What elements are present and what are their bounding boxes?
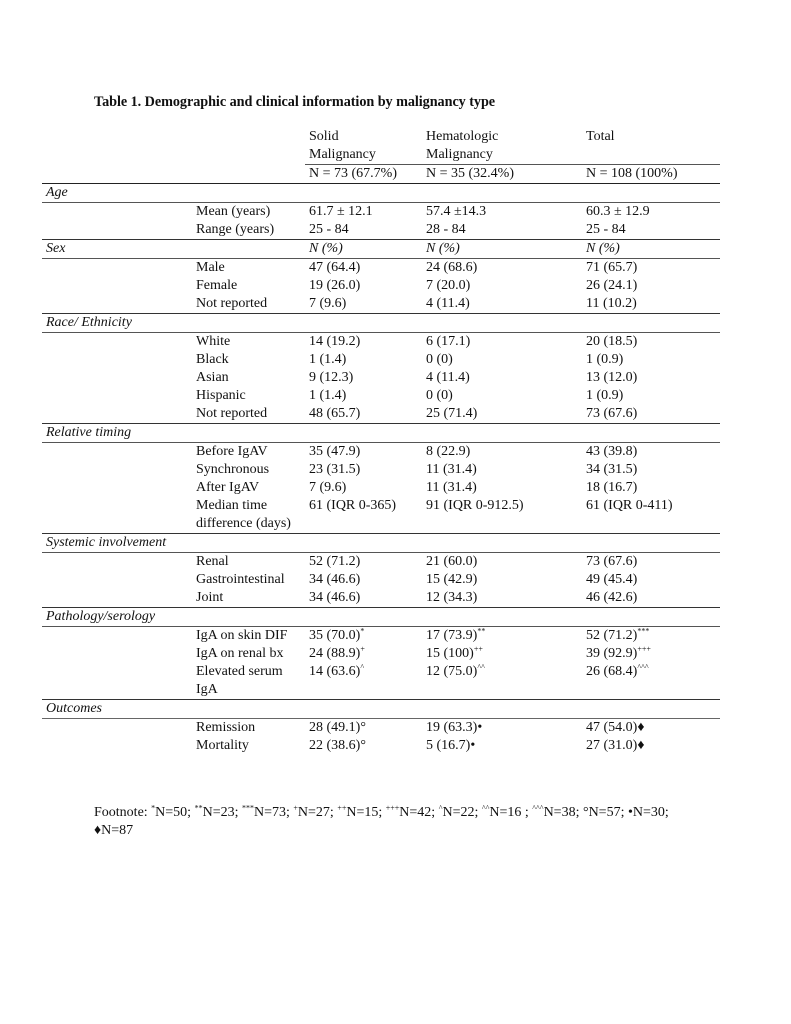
footnote-item: °N=57; <box>582 805 628 820</box>
section-label-timing: Relative timing <box>42 424 720 443</box>
table-row: Renal 52 (71.2) 21 (60.0) 73 (67.6) <box>196 554 638 569</box>
footnote-item: +N=27; <box>293 803 338 820</box>
footnote-item: ^N=22; <box>438 803 482 820</box>
section-label-race: Race/ Ethnicity <box>42 314 720 333</box>
table-row: IgA on skin DIF 35 (70.0)* 17 (73.9)** 52 (71.2)*** <box>196 626 650 643</box>
footnote-item: ♦N=87 <box>94 823 134 838</box>
section-row-race <box>42 314 720 333</box>
footnote-item: •N=30; <box>627 805 669 820</box>
footnote: Footnote: *N=50; **N=23; ***N=73; +N=27; ++N=15; +++N=42; ^N=22; ^^N=16 ; ^^^N=38; °N=57; •N=30; ♦N=87 <box>94 803 669 838</box>
footnote-items <box>94 805 669 838</box>
table-row: After IgAV 7 (9.6) 11 (31.4) 18 (16.7) <box>196 480 638 495</box>
footnote-item: **N=23; <box>194 803 242 820</box>
section-row-outcomes <box>42 700 720 719</box>
table-row: Elevated serum IgA 14 (63.6)^ 12 (75.0)^^ 26 (68.4)^^^ <box>196 662 649 697</box>
footnote-item: ++N=15; <box>337 803 386 820</box>
section-row-pathology <box>42 608 720 627</box>
table-row: Not reported 48 (65.7) 25 (71.4) 73 (67.6) <box>196 406 638 421</box>
table-title: Table 1. Demographic and clinical information by malignancy type <box>94 94 496 110</box>
footnote-item: *N=50; <box>151 803 195 820</box>
table-row: Mortality 22 (38.6)° 5 (16.7)• 27 (31.0)♦ <box>196 738 645 753</box>
section-row-age <box>42 184 720 203</box>
table-row: Synchronous 23 (31.5) 11 (31.4) 34 (31.5) <box>196 462 638 477</box>
section-label-age: Age <box>42 184 720 203</box>
unit-heme: N (%) <box>422 240 582 259</box>
footnote-item: ***N=73; <box>241 803 294 820</box>
col-header-total: Total <box>586 129 615 144</box>
table-row: Asian 9 (12.3) 4 (11.4) 13 (12.0) <box>196 370 638 385</box>
table-row: White 14 (19.2) 6 (17.1) 20 (18.5) <box>196 334 638 349</box>
footnote-item: +++N=42; <box>385 803 439 820</box>
section-row-systemic <box>42 534 720 553</box>
footnote-item: ^^^N=38; <box>532 803 583 820</box>
unit-total: N (%) <box>582 240 720 259</box>
table-row: Gastrointestinal 34 (46.6) 15 (42.9) 49 (45.4) <box>196 572 638 587</box>
section-label-pathology: Pathology/serology <box>42 608 720 627</box>
section-row-timing <box>42 424 720 443</box>
table-row: Range (years) 25 - 84 28 - 84 25 - 84 <box>196 222 626 237</box>
header-row <box>42 128 720 165</box>
table-row: Male 47 (64.4) 24 (68.6) 71 (65.7) <box>196 260 638 275</box>
table-row: IgA on renal bx 24 (88.9)+ 15 (100)++ 39 (92.9)+++ <box>196 644 651 661</box>
col-header-solid: Solid Malignancy <box>309 129 376 162</box>
unit-solid: N (%) <box>305 240 422 259</box>
n-solid: N = 73 (67.7%) <box>305 165 422 184</box>
table-row: Mean (years) 61.7 ± 12.1 57.4 ±14.3 60.3 ± 12.9 <box>196 204 650 219</box>
col-header-heme: Hematologic Malignancy <box>426 129 499 162</box>
section-label-sex: Sex <box>42 240 305 259</box>
table-row: Not reported 7 (9.6) 4 (11.4) 11 (10.2) <box>196 296 637 311</box>
table-row: Black 1 (1.4) 0 (0) 1 (0.9) <box>196 352 624 367</box>
demographics-table <box>42 128 720 755</box>
table-row: Hispanic 1 (1.4) 0 (0) 1 (0.9) <box>196 388 624 403</box>
section-label-outcomes: Outcomes <box>42 700 720 719</box>
n-total: N = 108 (100%) <box>582 165 720 184</box>
header-n-row <box>42 165 720 184</box>
section-row-sex <box>42 240 720 259</box>
table-row: Female 19 (26.0) 7 (20.0) 26 (24.1) <box>196 278 638 293</box>
table-row: Before IgAV 35 (47.9) 8 (22.9) 43 (39.8) <box>196 444 638 459</box>
section-label-systemic: Systemic involvement <box>42 534 720 553</box>
table-row: Joint 34 (46.6) 12 (34.3) 46 (42.6) <box>196 590 638 605</box>
table-row: Remission 28 (49.1)° 19 (63.3)• 47 (54.0)♦ <box>196 720 645 735</box>
n-heme: N = 35 (32.4%) <box>422 165 582 184</box>
footnote-item: ^^N=16 ; <box>481 803 533 820</box>
table-row: Median time difference (days) 61 (IQR 0-365) 91 (IQR 0-912.5) 61 (IQR 0-411) <box>196 498 673 531</box>
